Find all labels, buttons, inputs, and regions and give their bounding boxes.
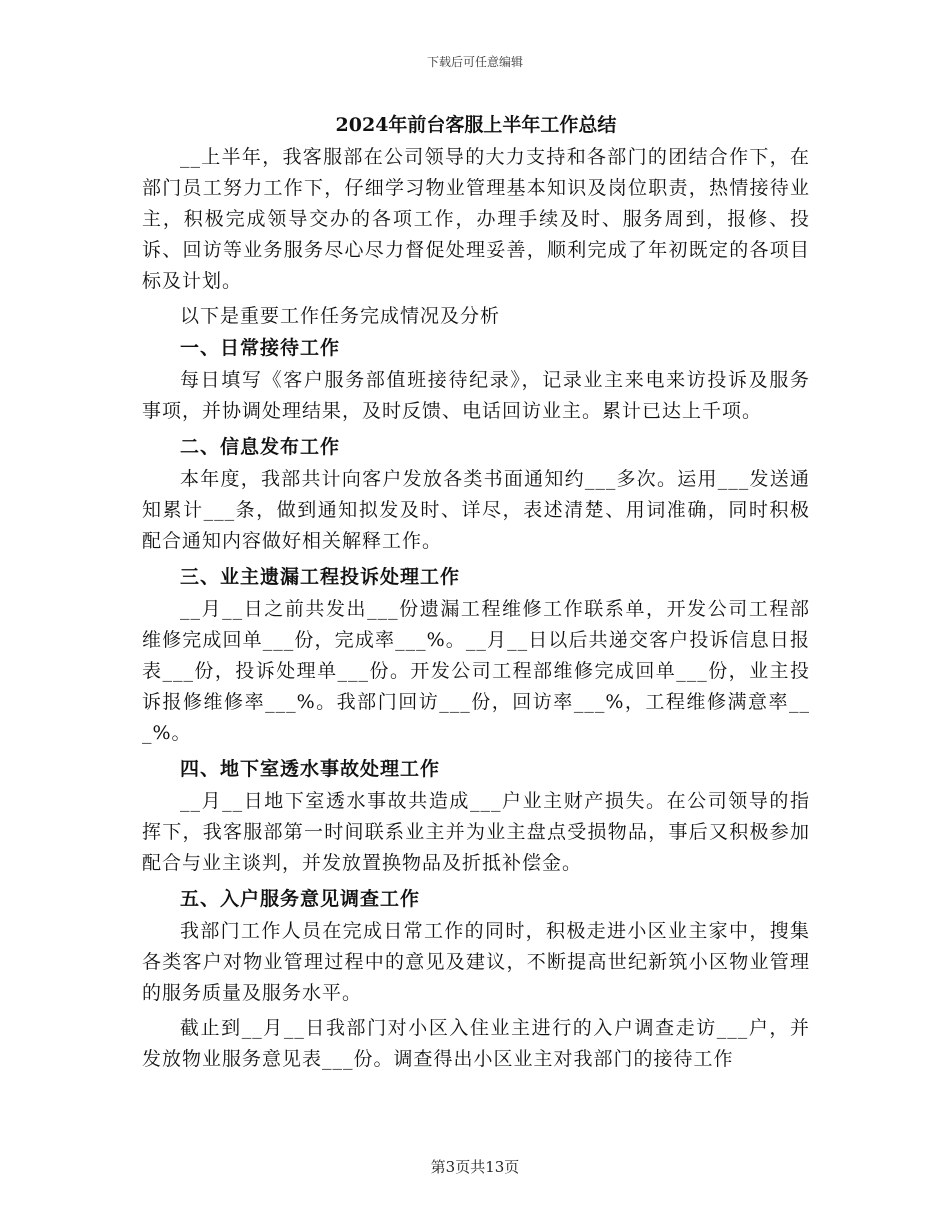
section-2-paragraph: 本年度，我部共计向客户发放各类书面通知约___多次。运用___发送通知累计___条，做到通知拟发及时、详尽，表述清楚、用词准确，同时积极配合通知内容做好相关解释工作。 [142,468,810,552]
header-note: 下载后可任意编辑 [426,55,523,69]
section-heading-2: 二、信息发布工作 [180,436,341,458]
section-heading-5: 五、入户服务意见调查工作 [180,888,421,910]
intro-paragraph: __上半年，我客服部在公司领导的大力支持和各部门的团结合作下，在部门员工努力工作下，仔细学习物业管理基本知识及岗位职责，热情接待业主，积极完成领导交办的各项工作，办理手续及时、服务周到，报修、投诉、回访等业务服务尽心尽力督促处理妥善，顺利完成了年初既定的各项目标及计划。 [142,146,810,292]
section-5-paragraph-1: 我部门工作人员在完成日常工作的同时，积极走进小区业主家中，搜集各类客户对物业管理过程中的意见及建议，不断提高世纪新筑小区物业管理的服务质量及服务水平。 [142,920,810,1004]
section-4-paragraph: __月__日地下室透水事故共造成___户业主财产损失。在公司领导的指挥下，我客服部第一时间联系业主并为业主盘点受损物品，事后又积极参加配合与业主谈判，并发放置换物品及折抵补偿金。 [142,790,810,874]
document-body [142,108,810,1075]
section-5-paragraph-2: 截止到__月__日我部门对小区入住业主进行的入户调查走访___户，并发放物业服务意见表___份。调查得出小区业主对我部门的接待工作 [142,1017,810,1070]
section-heading-1: 一、日常接待工作 [180,337,341,359]
section-1-paragraph: 每日填写《客户服务部值班接待纪录》，记录业主来电来访投诉及服务事项，并协调处理结果，及时反馈、电话回访业主。累计已达上千项。 [142,369,810,422]
section-heading-4: 四、地下室透水事故处理工作 [180,758,441,780]
summary-line: 以下是重要工作任务完成情况及分析 [180,305,501,327]
section-heading-3: 三、业主遗漏工程投诉处理工作 [180,566,461,588]
page-number: 第3页共13页 [430,1158,520,1176]
document-title: 2024年前台客服上半年工作总结 [335,114,617,136]
section-3-paragraph: __月__日之前共发出___份遗漏工程维修工作联系单，开发公司工程部维修完成回单___份，完成率___%。__月__日以后共递交客户投诉信息日报表___份，投诉处理单___份。开发公司工程部维修完成回单___份，业主投诉报修维修率___%。我部门回访___份，回访率___%，工程维修满意率___%。 [142,598,810,744]
